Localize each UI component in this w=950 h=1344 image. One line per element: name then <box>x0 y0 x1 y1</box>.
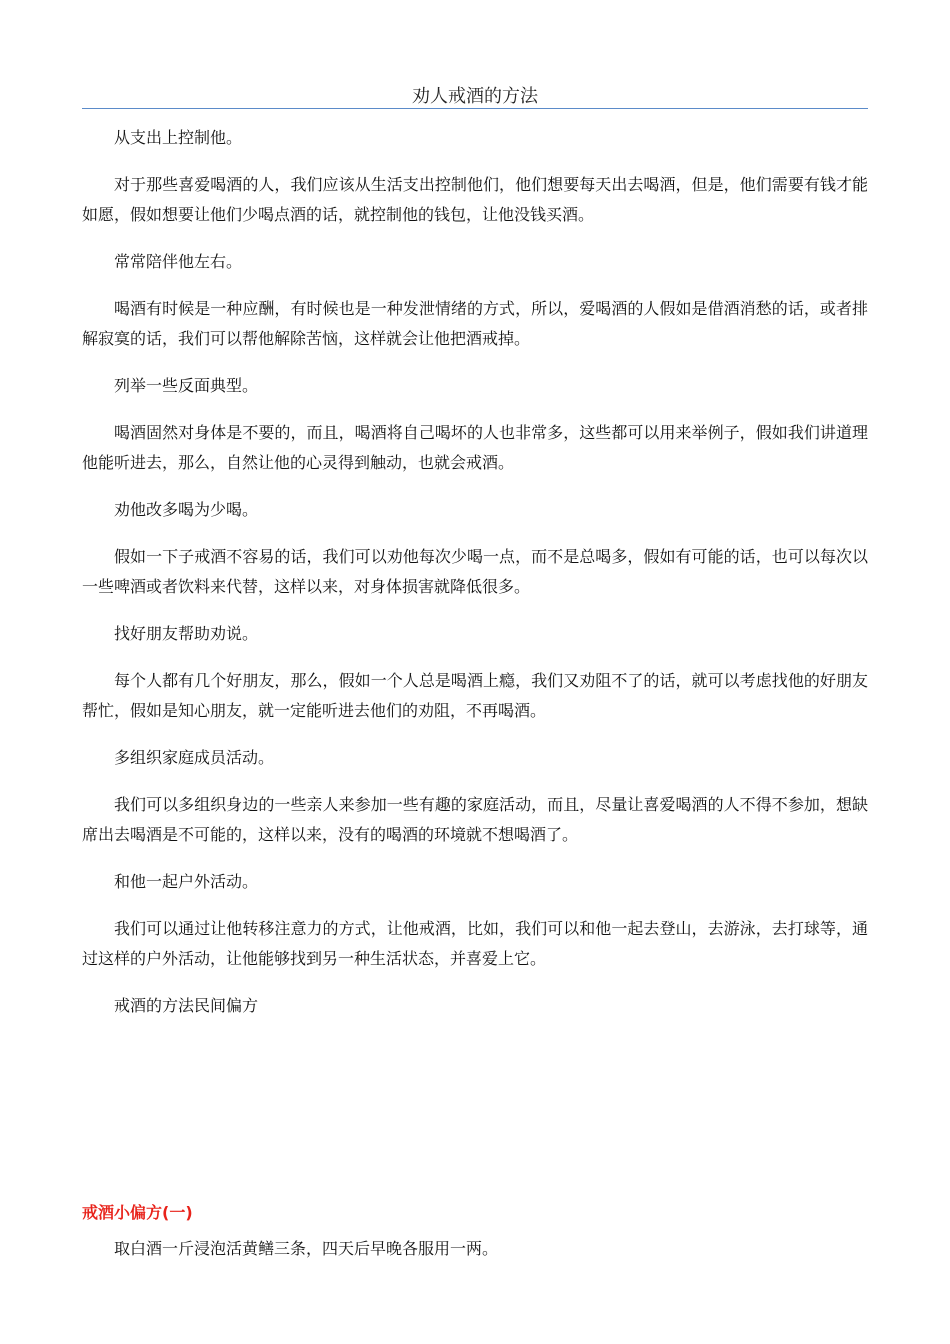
paragraph: 每个人都有几个好朋友，那么，假如一个人总是喝酒上瘾，我们又劝阻不了的话，就可以考虑找他的好朋友帮忙，假如是知心朋友，就一定能听进去他们的劝阻，不再喝酒。 <box>82 671 868 720</box>
paragraph: 对于那些喜爱喝酒的人，我们应该从生活支出控制他们，他们想要每天出去喝酒，但是，他们需要有钱才能如愿，假如想要让他们少喝点酒的话，就控制他的钱包，让他没钱买酒。 <box>82 175 868 224</box>
tip-heading: 常常陪伴他左右。 <box>114 252 243 271</box>
remedy-text: 取白酒一斤浸泡活黄鳝三条，四天后早晚各服用一两。 <box>114 1239 499 1258</box>
tip-heading: 找好朋友帮助劝说。 <box>114 624 259 643</box>
tip-heading: 劝他改多喝为少喝。 <box>114 500 259 519</box>
folk-remedy-intro: 戒酒的方法民间偏方 <box>114 996 259 1015</box>
paragraph: 喝酒固然对身体是不要的，而且，喝酒将自己喝坏的人也非常多，这些都可以用来举例子，假如我们讲道理他能听进去，那么，自然让他的心灵得到触动，也就会戒酒。 <box>82 423 868 472</box>
tip-heading: 列举一些反面典型。 <box>114 376 259 395</box>
paragraph: 我们可以多组织身边的一些亲人来参加一些有趣的家庭活动，而且，尽量让喜爱喝酒的人不得不参加，想缺席出去喝酒是不可能的，这样以来，没有的喝酒的环境就不想喝酒了。 <box>82 795 868 844</box>
tip-heading: 多组织家庭成员活动。 <box>114 748 275 767</box>
header-divider <box>82 108 868 109</box>
paragraph: 我们可以通过让他转移注意力的方式，让他戒酒，比如，我们可以和他一起去登山，去游泳，去打球等，通过这样的户外活动，让他能够找到另一种生活状态，并喜爱上它。 <box>82 919 868 968</box>
tip-heading: 和他一起户外活动。 <box>114 872 259 891</box>
remedy-heading: 戒酒小偏方(一) <box>82 1203 193 1222</box>
page-header-title: 劝人戒酒的方法 <box>412 86 538 107</box>
document-body <box>82 123 868 1038</box>
paragraph: 喝酒有时候是一种应酬，有时候也是一种发泄情绪的方式，所以，爱喝酒的人假如是借酒消愁的话，或者排解寂寞的话，我们可以帮他解除苦恼，这样就会让他把酒戒掉。 <box>82 299 868 348</box>
tip-heading: 从支出上控制他。 <box>114 128 243 147</box>
paragraph: 假如一下子戒酒不容易的话，我们可以劝他每次少喝一点，而不是总喝多，假如有可能的话，也可以每次以一些啤酒或者饮料来代替，这样以来，对身体损害就降低很多。 <box>82 547 868 596</box>
